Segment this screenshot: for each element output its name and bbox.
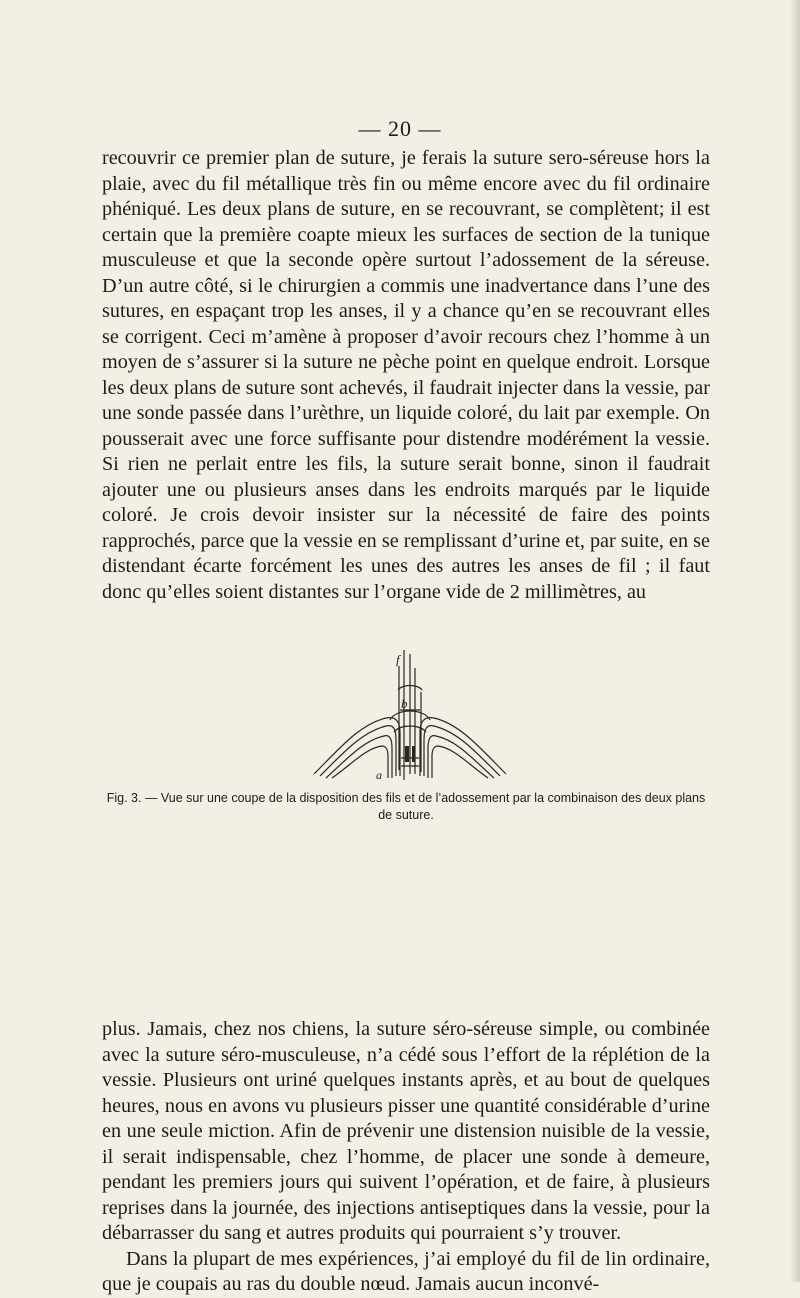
text-block-top [102, 146, 710, 605]
page-edge-shadow [790, 0, 800, 1282]
knot-mark [412, 746, 415, 762]
paragraph: recouvrir ce premier plan de suture, je ferais la suture sero-séreuse hors la plaie, avec du fil métallique très fin ou même encore avec du fil ordinaire phéniqué. Les deux plans de suture, en se recouvrant, se complètent; il est certain que la première coapte mieux les surfaces de section de la tunique musculeuse et que la seconde opère surtout l’adossement de la séreuse. D’un autre côté, si le chirurgien a commis une inadvertance dans l’une des sutures, en espaçant trop les anses, il y a chance qu’en se recouvrant elles se corrigent. Ceci m’amène à proposer d’avoir recours chez l’homme à un moyen de s’assurer si la suture ne pèche point en quelque endroit. Lorsque les deux plans de suture sont achevés, il faudrait injecter dans la vessie, par une sonde passée dans l’urèthre, un liquide coloré, du lait par exemple. On pousserait avec une force suffisante pour distendre modérément la vessie. Si rien ne perlait entre les fils, la suture serait bonne, sinon il faudrait ajouter une ou plusieurs anses dans les endroits marqués par le liquide coloré. Je crois devoir insister sur la nécessité de faire des points rapprochés, parce que la vessie en se remplissant d’urine et, par suite, en se distendant écarte forcément les unes des autres les anses de fil ; il faut donc qu’elles soient distantes sur l’organe vide de 2 millimètres, au [102, 147, 710, 603]
label-f: f [396, 652, 400, 667]
figure-suture-diagram [300, 648, 520, 780]
suture-cross-section-illustration [300, 648, 520, 780]
left-wall-layer [320, 726, 396, 776]
right-wall-layer [424, 726, 500, 776]
figure-caption: Fig. 3. — Vue sur une coupe de la disposition des fils et de l’adossement par la combinaison des deux plans de suture. [106, 791, 706, 822]
page-number: — 20 — [358, 116, 442, 141]
knot-mark [405, 746, 409, 762]
label-a: a [376, 768, 382, 780]
text-block-bottom [102, 1017, 710, 1298]
label-b: b [401, 696, 408, 711]
paragraph: plus. Jamais, chez nos chiens, la suture séro-séreuse simple, ou combinée avec la suture séro-musculeuse, n’a cédé sous l’effort de la réplétion de la vessie. Plusieurs ont uriné quelques instants après, et au bout de quelques heures, nous en avons vu plusieurs pisser une quantité considérable d’urine en une seule miction. Afin de prévenir une distension nuisible de la vessie, il serait indispensable, chez l’homme, de placer une sonde à demeure, pendant les premiers jours qui suivent l’opération, et de faire, à plusieurs reprises dans la journée, des injections antiseptiques dans la vessie, pour la débarrasser du sang et autres produits qui pourraient s’y trouver. [102, 1018, 710, 1244]
right-wall-inner [432, 746, 488, 778]
paragraph: Dans la plupart de mes expériences, j’ai employé du fil de lin ordinaire, que je coupais au ras du double nœud. Jamais aucun inconvé- [102, 1247, 710, 1295]
